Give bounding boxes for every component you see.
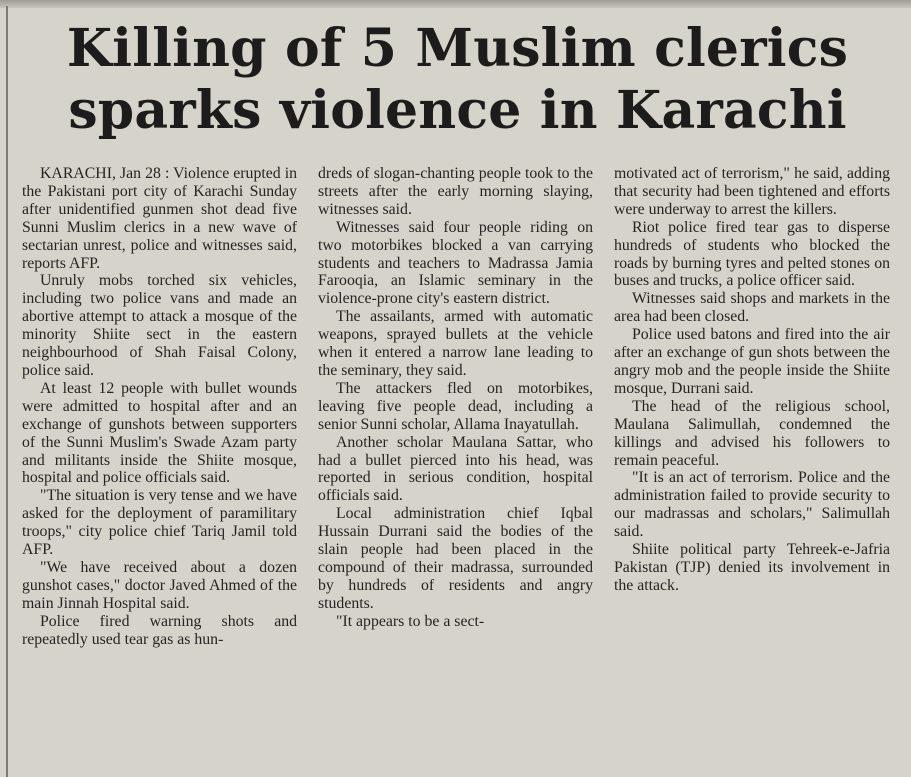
paragraph: Unruly mobs torched six vehicles, including two police vans and made an abortive attempt to attack a mosque of the minority Shiite sect in the eastern neighbourhood of Shah Faisal Colony, police said. (22, 272, 297, 379)
paragraph: motivated act of terrorism," he said, adding that security had been tightened and efforts were underway to arrest the killers. (614, 165, 890, 218)
paragraph: "We have received about a dozen gunshot cases," doctor Javed Ahmed of the main Jinnah Hospital said. (22, 558, 297, 612)
top-border (0, 0, 911, 8)
paragraph: The assailants, armed with automatic weapons, sprayed bullets at the vehicle when it entered a narrow lane leading to the seminary, they said. (318, 308, 593, 379)
paragraph: dreds of slogan-chanting people took to the streets after the early morning slaying, witnesses said. (318, 165, 593, 218)
paragraph: Police fired warning shots and repeatedly used tear gas as hun- (22, 612, 297, 648)
paragraph: Another scholar Maulana Sattar, who had a bullet pierced into his head, was reported in serious condition, hospital officials said. (318, 433, 593, 505)
paragraph: The head of the religious school, Maulana Salimullah, condemned the killings and advised his followers to remain peaceful. (614, 397, 890, 469)
paragraph: "It is an act of terrorism. Police and the administration failed to provide security to our madrassas and scholars," Salimullah said. (614, 469, 890, 541)
paragraph: "The situation is very tense and we have asked for the deployment of paramilitary troops," city police chief Tariq Jamil told AFP. (22, 487, 297, 559)
paragraph: At least 12 people with bullet wounds were admitted to hospital after and an exchange of gunshots between supporters of the Sunni Muslim's Swade Azam party and militants inside the Shiite mosque, hospital and police officials said. (22, 379, 297, 487)
paragraph: Witnesses said shops and markets in the area had been closed. (614, 290, 890, 326)
paragraph: Shiite political party Tehreek-e-Jafria Pakistan (TJP) denied its involvement in the attack. (614, 541, 890, 594)
paragraph: The attackers fled on motorbikes, leaving five people dead, including a senior Sunni scholar, Allama Inayatullah. (318, 379, 593, 433)
paragraph: Riot police fired tear gas to disperse hundreds of students who blocked the roads by burning tyres and pelted stones on buses and trucks, a police officer said. (614, 218, 890, 290)
left-column-rule (6, 6, 8, 777)
headline: Killing of 5 Muslim clerics sparks violence in Karachi (66, 18, 849, 141)
paragraph: KARACHI, Jan 28 : Violence erupted in the Pakistani port city of Karachi Sunday after unidentified gunmen shot dead five Sunni Muslim clerics in a new wave of sectarian unrest, police and witnesses said, reports AFP. (22, 165, 297, 272)
column-1 (22, 165, 297, 648)
column-3 (614, 165, 890, 595)
paragraph: Police used batons and fired into the air after an exchange of gun shots between the angry mob and the people inside the Shiite mosque, Durrani said. (614, 326, 890, 397)
column-2 (318, 165, 593, 631)
paragraph: Witnesses said four people riding on two motorbikes blocked a van carrying students and teachers to Madrassa Jamia Farooqia, an Islamic seminary in the violence-prone city's eastern district. (318, 218, 593, 308)
paragraph: Local administration chief Iqbal Hussain Durrani said the bodies of the slain people had been placed in the compound of their madrassa, surrounded by hundreds of residents and angry students. (318, 505, 593, 612)
paragraph: "It appears to be a sect- (336, 612, 485, 630)
